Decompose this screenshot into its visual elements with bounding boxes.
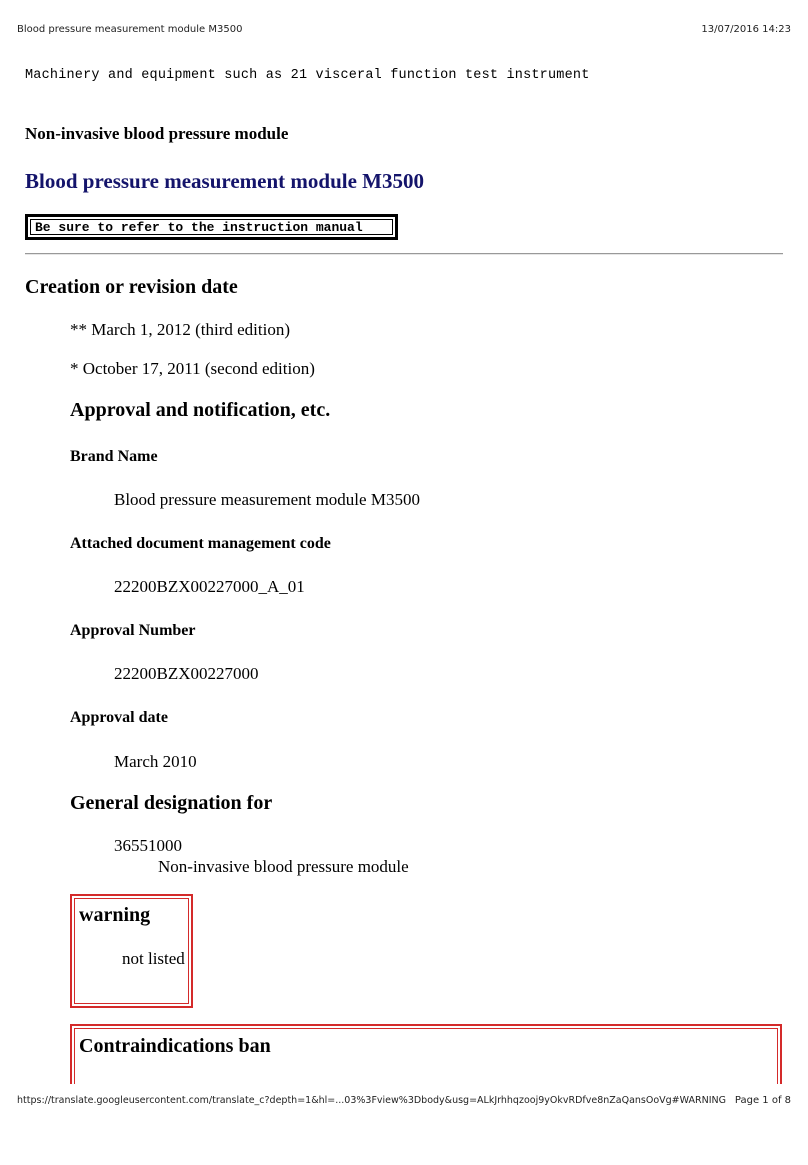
print-footer-url: https://translate.googleusercontent.com/translate_c?depth=1&hl=...03%3Fview%3Dbody&usg=ALkJrhhqzooj9yOkvRDfve8nZaQansOoVg#WARNING <box>17 1095 726 1106</box>
warning-heading: warning <box>79 904 151 926</box>
designation-code: 36551000 <box>114 836 182 855</box>
category-line: Machinery and equipment such as 21 visceral function test instrument <box>25 68 590 83</box>
approval-number-label: Approval Number <box>70 622 196 639</box>
attached-document-code-label: Attached document management code <box>70 535 331 552</box>
warning-box <box>70 894 193 1008</box>
designation-heading: General designation for <box>70 792 273 814</box>
general-heading: Non-invasive blood pressure module <box>25 124 289 143</box>
manual-notice-text: Be sure to refer to the instruction manual <box>30 219 393 235</box>
revision-heading: Creation or revision date <box>25 276 238 298</box>
brand-name-value: Blood pressure measurement module M3500 <box>114 490 420 509</box>
contraindications-box-inner <box>74 1028 778 1084</box>
contraindications-box <box>70 1024 782 1084</box>
manual-notice-box <box>25 214 398 240</box>
warning-text: not listed <box>122 949 185 968</box>
revision-entry-second-edition: * October 17, 2011 (second edition) <box>70 359 315 378</box>
warning-box-inner <box>74 898 189 1004</box>
attached-document-code-value: 22200BZX00227000_A_01 <box>114 577 305 596</box>
approval-date-value: March 2010 <box>114 752 197 771</box>
designation-name: Non-invasive blood pressure module <box>158 857 409 876</box>
approval-number-value: 22200BZX00227000 <box>114 664 259 683</box>
brand-name-label: Brand Name <box>70 448 158 465</box>
approval-heading: Approval and notification, etc. <box>70 399 331 421</box>
approval-date-label: Approval date <box>70 709 168 726</box>
horizontal-rule <box>25 253 783 255</box>
contraindications-heading: Contraindications ban <box>79 1035 271 1057</box>
print-header-title: Blood pressure measurement module M3500 <box>17 24 243 35</box>
revision-entry-third-edition: ** March 1, 2012 (third edition) <box>70 320 291 339</box>
product-title: Blood pressure measurement module M3500 <box>25 169 424 193</box>
print-header-datetime: 13/07/2016 14:23 <box>701 24 791 35</box>
print-footer-page-number: Page 1 of 8 <box>734 1095 791 1106</box>
